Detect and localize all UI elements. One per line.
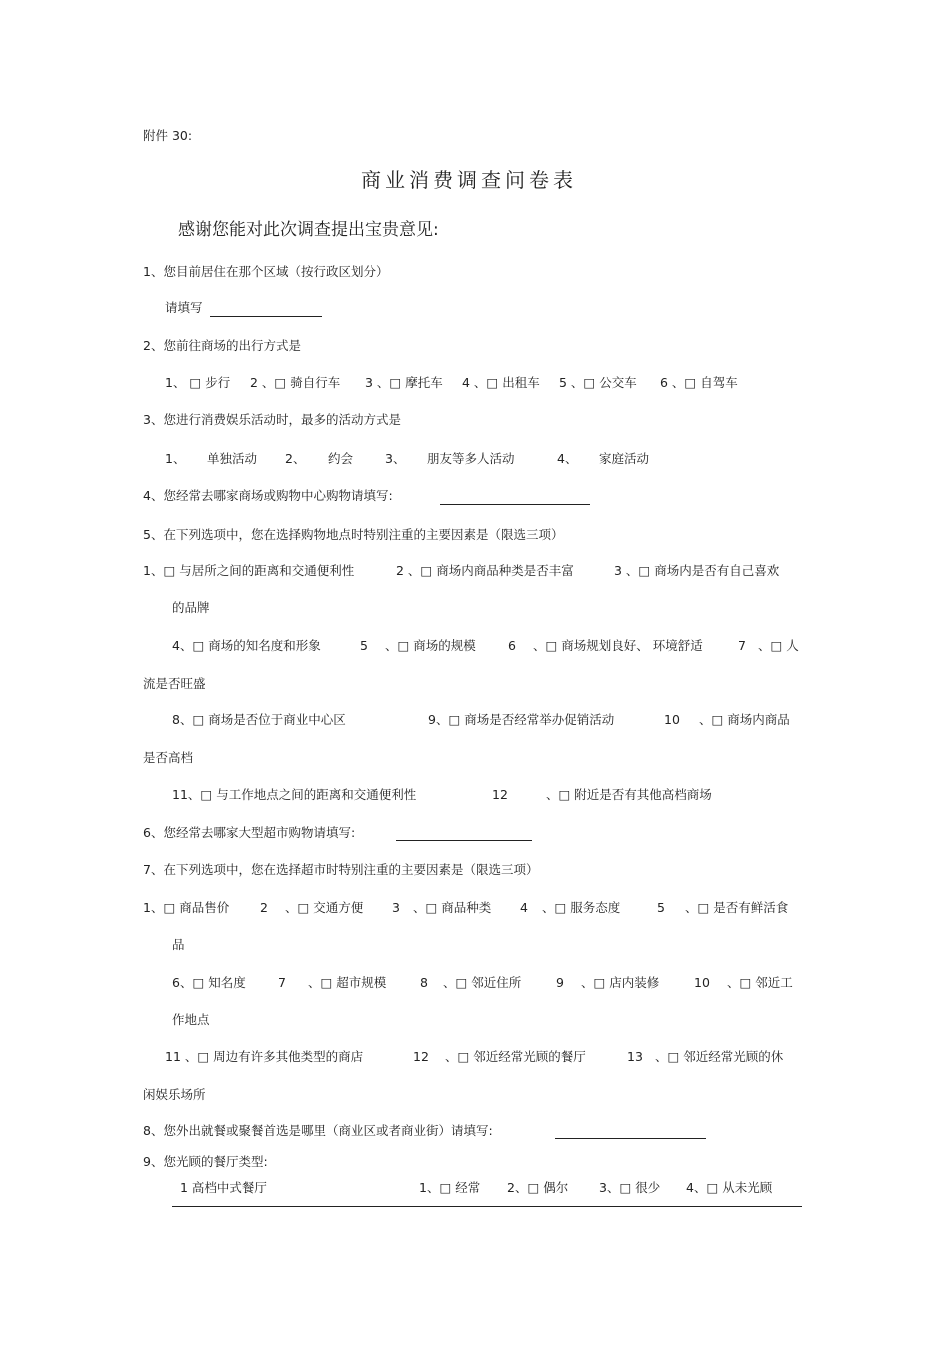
q5-option-5[interactable]: 、□ 商场的规模: [385, 638, 476, 653]
q8-blank[interactable]: [555, 1138, 706, 1139]
q7-num-2: 2: [260, 900, 268, 915]
q7-option-12[interactable]: 、□ 邻近经常光顾的餐厅: [445, 1049, 586, 1064]
q3-num-4: 4、: [557, 451, 578, 466]
question-3: 3、您进行消费娱乐活动时，最多的活动方式是: [143, 412, 401, 427]
q7-option-10[interactable]: 、□ 邻近工: [727, 975, 793, 990]
q5-option-10-cont: 是否高档: [143, 750, 194, 765]
q7-num-4: 4: [520, 900, 528, 915]
q3-num-2: 2、: [285, 451, 306, 466]
annex-label: 附件 30:: [143, 128, 193, 143]
q5-option-7[interactable]: 、□ 人: [758, 638, 799, 653]
question-4: 4、您经常去哪家商场或购物中心购物请填写:: [143, 488, 393, 503]
q7-option-3[interactable]: 、□ 商品种类: [413, 900, 492, 915]
q5-option-8[interactable]: 8、□ 商场是否位于商业中心区: [172, 712, 346, 727]
q7-num-10: 10: [694, 975, 710, 990]
q9-row-label: 1 高档中式餐厅: [180, 1180, 267, 1195]
q7-num-9: 9: [556, 975, 564, 990]
q7-option-5-cont: 品: [172, 937, 185, 952]
q5-option-3[interactable]: 3 、□ 商场内是否有自己喜欢: [614, 563, 780, 578]
q5-option-3-cont: 的品牌: [172, 600, 210, 615]
q7-option-13-cont: 闲娱乐场所: [143, 1087, 206, 1102]
q3-option-2[interactable]: 约会: [328, 451, 354, 466]
q7-option-11[interactable]: 11 、□ 周边有许多其他类型的商店: [165, 1049, 364, 1064]
q5-num-12: 12: [492, 787, 508, 802]
q7-num-5: 5: [657, 900, 665, 915]
q6-blank[interactable]: [396, 840, 532, 841]
q5-num-10: 10: [664, 712, 680, 727]
q2-option-6[interactable]: 6 、□ 自驾车: [660, 375, 738, 390]
q9-option-3[interactable]: 3、□ 很少: [599, 1180, 661, 1195]
q7-num-12: 12: [413, 1049, 429, 1064]
q9-table-rule: [172, 1206, 802, 1207]
q5-option-4[interactable]: 4、□ 商场的知名度和形象: [172, 638, 321, 653]
q5-option-10[interactable]: 、□ 商场内商品: [699, 712, 790, 727]
q9-option-4[interactable]: 4、□ 从未光顾: [686, 1180, 773, 1195]
q7-option-8[interactable]: 、□ 邻近住所: [443, 975, 522, 990]
q3-option-3[interactable]: 朋友等多人活动: [427, 451, 515, 466]
question-9: 9、您光顾的餐厅类型:: [143, 1154, 268, 1169]
q3-num-3: 3、: [385, 451, 406, 466]
q7-option-2[interactable]: 、□ 交通方便: [285, 900, 364, 915]
q5-num-7: 7: [738, 638, 746, 653]
q2-option-1[interactable]: 1、 □ 步行: [165, 375, 231, 390]
q1-fill-label: 请填写: [165, 300, 203, 315]
q7-option-7[interactable]: 、□ 超市规模: [308, 975, 387, 990]
q5-option-11[interactable]: 11、□ 与工作地点之间的距离和交通便利性: [172, 787, 417, 802]
q9-option-2[interactable]: 2、□ 偶尔: [507, 1180, 569, 1195]
q2-option-5[interactable]: 5 、□ 公交车: [559, 375, 637, 390]
question-8: 8、您外出就餐或聚餐首选是哪里（商业区或者商业街）请填写:: [143, 1123, 493, 1138]
q7-num-8: 8: [420, 975, 428, 990]
q7-option-5[interactable]: 、□ 是否有鲜活食: [685, 900, 789, 915]
q5-num-5: 5: [360, 638, 368, 653]
q7-option-6[interactable]: 6、□ 知名度: [172, 975, 246, 990]
q5-option-6[interactable]: 、□ 商场规划良好、 环境舒适: [533, 638, 703, 653]
q7-option-9[interactable]: 、□ 店内装修: [581, 975, 660, 990]
q7-num-3: 3: [392, 900, 400, 915]
question-2: 2、您前往商场的出行方式是: [143, 338, 301, 353]
question-5: 5、在下列选项中，您在选择购物地点时特别注重的主要因素是（限选三项）: [143, 527, 564, 542]
q2-option-4[interactable]: 4 、□ 出租车: [462, 375, 540, 390]
q5-option-7-cont: 流是否旺盛: [143, 676, 206, 691]
q7-num-13: 13: [627, 1049, 643, 1064]
q3-option-4[interactable]: 家庭活动: [599, 451, 650, 466]
q7-option-13[interactable]: 、□ 邻近经常光顾的休: [655, 1049, 784, 1064]
q1-blank[interactable]: [210, 316, 322, 317]
q5-option-1[interactable]: 1、□ 与居所之间的距离和交通便利性: [143, 563, 355, 578]
q3-option-1[interactable]: 单独活动: [207, 451, 258, 466]
q7-option-4[interactable]: 、□ 服务态度: [542, 900, 621, 915]
question-1: 1、您目前居住在那个区域（按行政区划分）: [143, 264, 389, 279]
page-title: 商业消费调查问卷表: [361, 168, 577, 192]
q7-option-1[interactable]: 1、□ 商品售价: [143, 900, 230, 915]
q2-option-2[interactable]: 2 、□ 骑自行车: [250, 375, 341, 390]
q5-option-12[interactable]: 、□ 附近是否有其他高档商场: [546, 787, 712, 802]
question-7: 7、在下列选项中，您在选择超市时特别注重的主要因素是（限选三项）: [143, 862, 539, 877]
question-6: 6、您经常去哪家大型超市购物请填写:: [143, 825, 356, 840]
q3-num-1: 1、: [165, 451, 186, 466]
q7-option-10-cont: 作地点: [172, 1012, 210, 1027]
q7-num-7: 7: [278, 975, 286, 990]
q5-num-6: 6: [508, 638, 516, 653]
thanks-text: 感谢您能对此次调查提出宝贵意见:: [178, 220, 439, 240]
q5-option-2[interactable]: 2 、□ 商场内商品种类是否丰富: [396, 563, 574, 578]
q4-blank[interactable]: [440, 504, 590, 505]
q2-option-3[interactable]: 3 、□ 摩托车: [365, 375, 443, 390]
q9-option-1[interactable]: 1、□ 经常: [419, 1180, 481, 1195]
q5-option-9[interactable]: 9、□ 商场是否经常举办促销活动: [428, 712, 615, 727]
